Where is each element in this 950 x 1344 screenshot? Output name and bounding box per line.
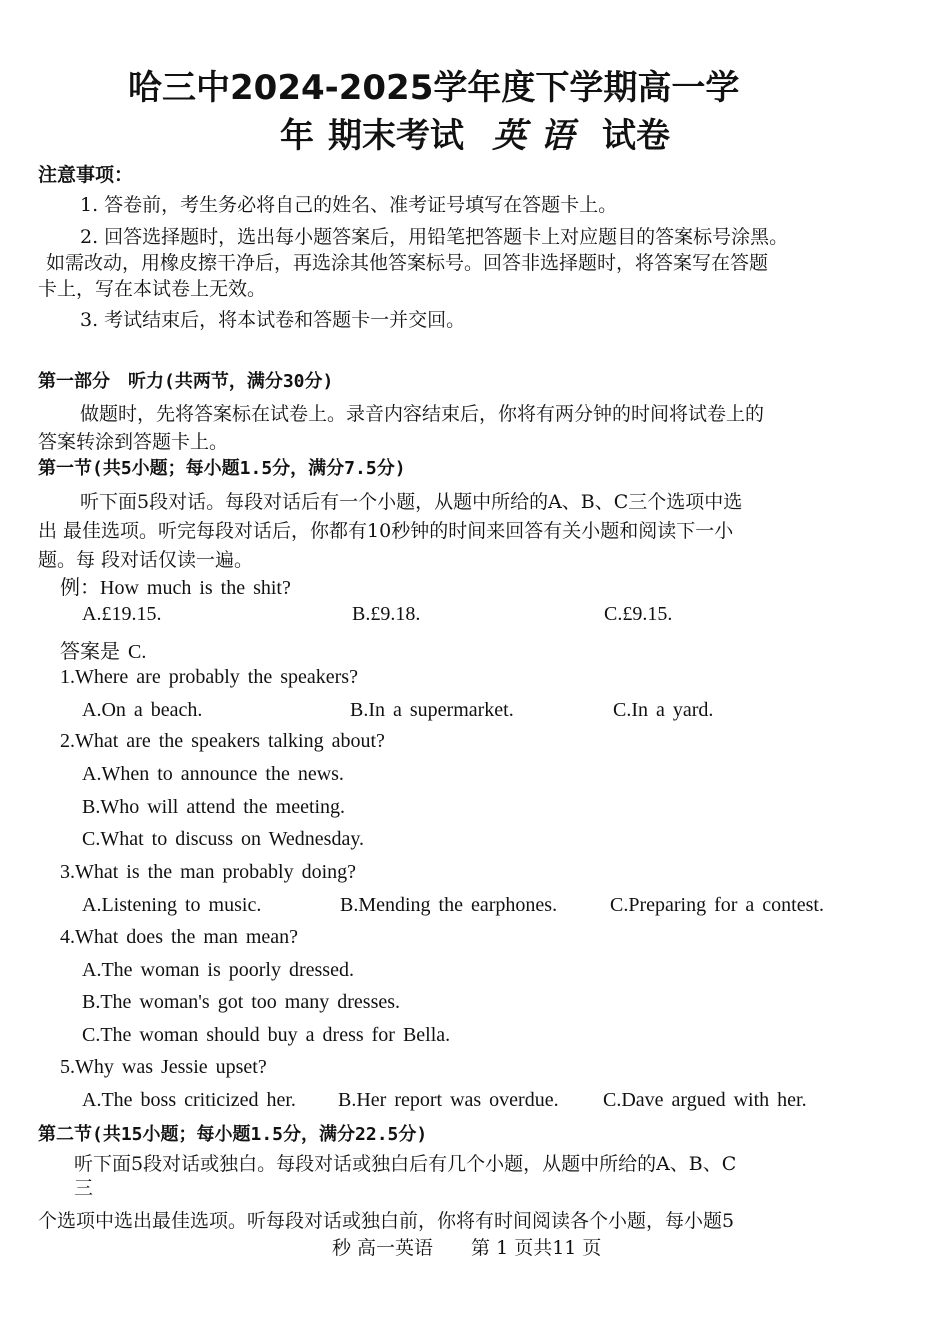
notice-item-3: 3. 考试结束后，将本试卷和答题卡一并交回。 — [80, 309, 466, 331]
notice-item-1: 1. 答卷前，考生务必将自己的姓名、准考证号填写在答题卡上。 — [80, 194, 618, 216]
title-subject: 英语 — [492, 116, 588, 156]
question-4-option-a: A.The woman is poorly dressed. — [82, 959, 354, 981]
question-1-option-b: B.In a supermarket. — [350, 699, 514, 721]
question-2: 2.What are the speakers talking about? — [60, 730, 385, 752]
page-title-line1: 哈三中2024-2025学年度下学期高一学 — [128, 68, 740, 108]
question-4: 4.What does the man mean? — [60, 926, 299, 948]
question-2-option-c: C.What to discuss on Wednesday. — [82, 828, 365, 850]
notice-item-2-line3: 卡上，写在本试卷上无效。 — [38, 278, 267, 300]
example-option-b: B.£9.18. — [352, 603, 421, 625]
question-1: 1.Where are probably the speakers? — [60, 666, 358, 688]
title-year: 年 — [280, 116, 314, 156]
section1-intro-line1: 听下面5段对话。每段对话后有一个小题，从题中所给的A、B、C三个选项中选 — [80, 491, 743, 513]
section2-intro-line3: 个选项中选出最佳选项。听每段对话或独白前，你将有时间阅读各个小题，每小题5 — [38, 1210, 735, 1232]
title-paper: 试卷 — [602, 116, 670, 156]
page-title-line2 — [280, 108, 670, 157]
question-4-option-b: B.The woman's got too many dresses. — [82, 991, 401, 1013]
question-3: 3.What is the man probably doing? — [60, 861, 357, 883]
part1-heading: 第一部分 听力(共两节，满分30分) — [38, 371, 334, 392]
page-footer: 秒 高一英语 第 1 页共11 页 — [332, 1237, 602, 1259]
question-3-option-b: B.Mending the earphones. — [340, 894, 558, 916]
question-2-option-a: A.When to announce the news. — [82, 763, 344, 785]
example-question: 例：How much is the shit? — [60, 577, 291, 599]
section1-heading: 第一节(共5小题；每小题1.5分，满分7.5分) — [38, 458, 406, 479]
question-2-option-b: B.Who will attend the meeting. — [82, 796, 346, 818]
part1-intro-line2: 答案转涂到答题卡上。 — [38, 431, 229, 453]
question-5: 5.Why was Jessie upset? — [60, 1056, 267, 1078]
title-exam: 期末考试 — [328, 116, 464, 156]
question-1-option-c: C.In a yard. — [613, 699, 714, 721]
section2-heading: 第二节(共15小题；每小题1.5分，满分22.5分) — [38, 1124, 428, 1145]
example-option-c: C.£9.15. — [604, 603, 673, 625]
section2-intro-line1: 听下面5段对话或独白。每段对话或独白后有几个小题，从题中所给的A、B、C — [74, 1153, 737, 1175]
part1-intro-line1: 做题时，先将答案标在试卷上。录音内容结束后，你将有两分钟的时间将试卷上的 — [80, 403, 765, 425]
section1-intro-line2: 出 最佳选项。听完每段对话后，你都有10秒钟的时间来回答有关小题和阅读下一小 — [38, 520, 734, 542]
example-answer: 答案是 C. — [60, 641, 147, 663]
question-5-option-a: A.The boss criticized her. — [82, 1089, 296, 1111]
question-3-option-c: C.Preparing for a contest. — [610, 894, 824, 916]
question-4-option-c: C.The woman should buy a dress for Bella. — [82, 1024, 451, 1046]
question-3-option-a: A.Listening to music. — [82, 894, 262, 916]
notice-heading: 注意事项： — [38, 164, 134, 186]
section1-intro-line3: 题。每 段对话仅读一遍。 — [38, 549, 254, 571]
question-5-option-c: C.Dave argued with her. — [603, 1089, 807, 1111]
question-1-option-a: A.On a beach. — [82, 699, 203, 721]
section2-intro-line2: 三 — [74, 1177, 94, 1199]
question-5-option-b: B.Her report was overdue. — [338, 1089, 559, 1111]
example-option-a: A.£19.15. — [82, 603, 162, 625]
notice-item-2-line2: 如需改动，用橡皮擦干净后，再选涂其他答案标号。回答非选择题时，将答案写在答题 — [46, 252, 769, 274]
notice-item-2-line1: 2. 回答选择题时，选出每小题答案后，用铅笔把答题卡上对应题目的答案标号涂黑。 — [80, 226, 789, 248]
